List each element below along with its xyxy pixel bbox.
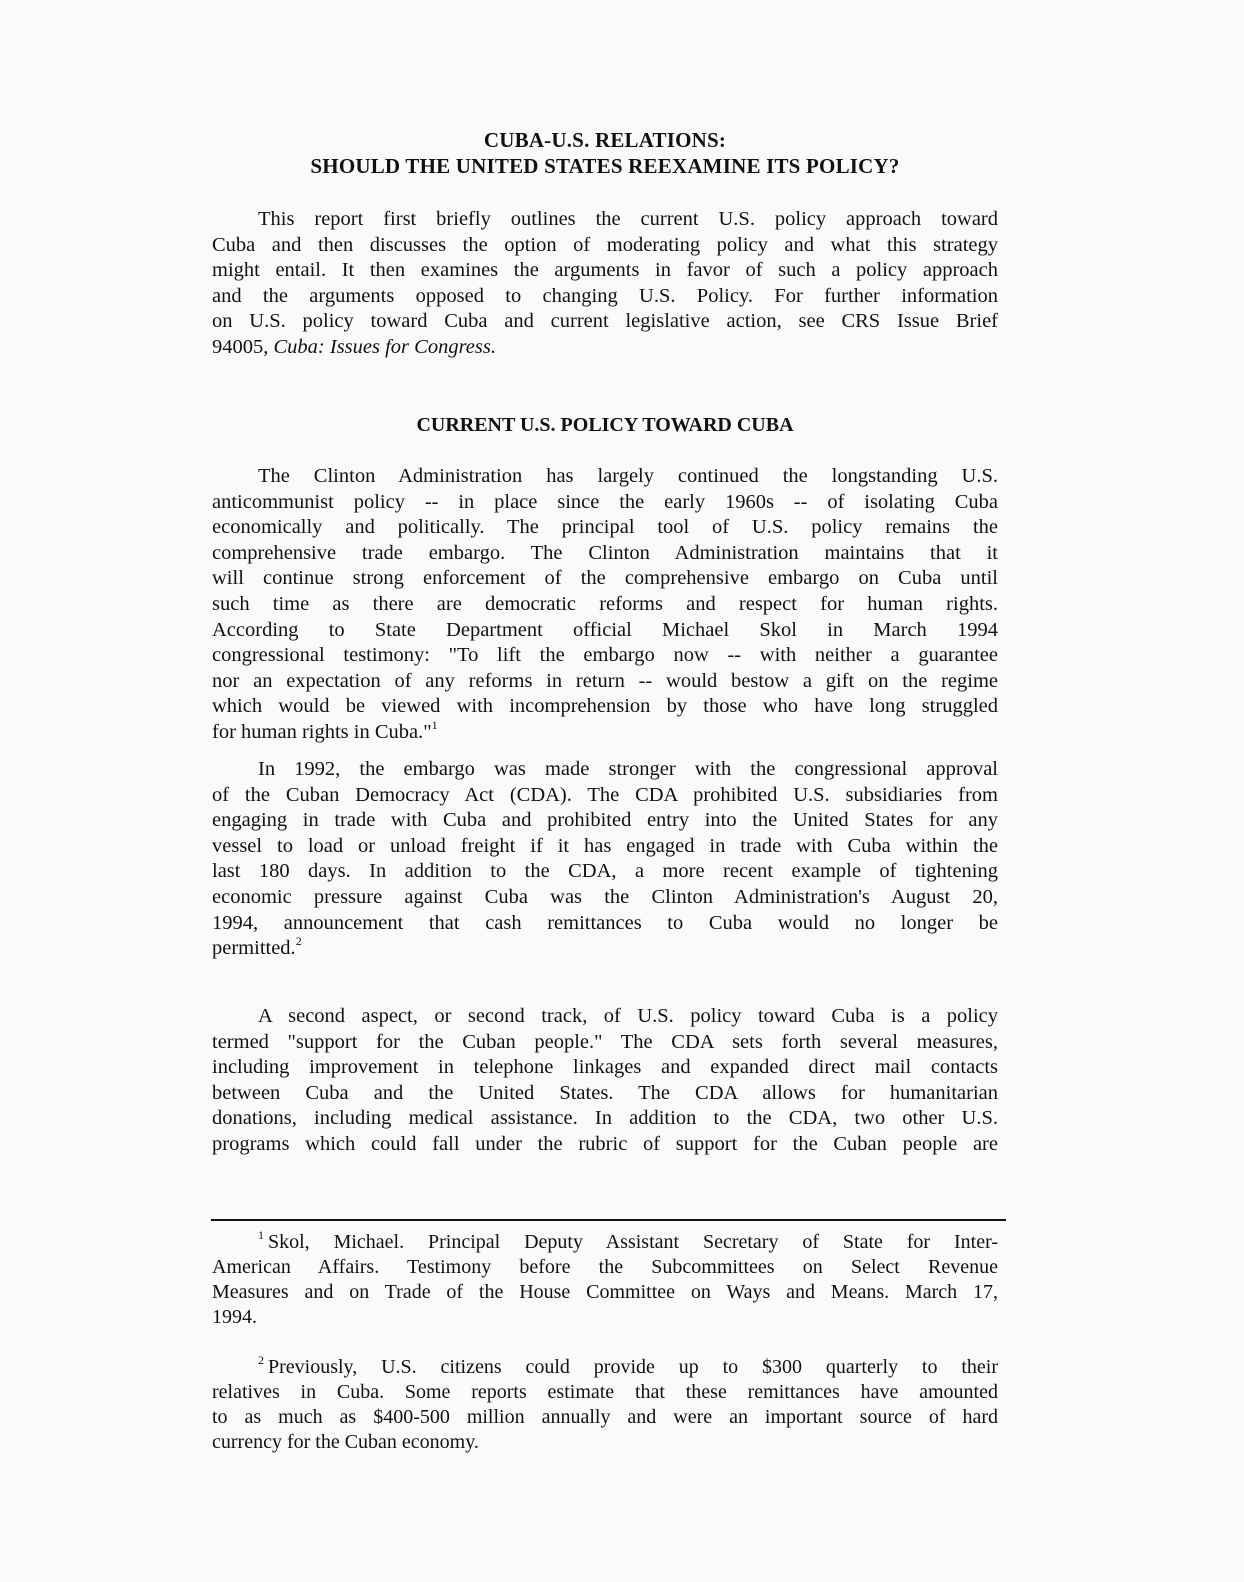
text-line: of the Cuban Democracy Act (CDA). The CDA prohibited U.S. subsidiaries from	[212, 783, 998, 806]
text-line: economically and politically. The principal tool of U.S. policy remains the	[212, 516, 998, 539]
footnote-number: 1	[258, 1228, 264, 1242]
text-line: might entail. It then examines the arguments in favor of such a policy approach	[212, 259, 998, 282]
text-line: anticommunist policy -- in place since the early 1960s -- of isolating Cuba	[212, 490, 998, 513]
text-line: economic pressure against Cuba was the Clinton Administration's August 20,	[212, 885, 998, 908]
text-line: such time as there are democratic reforms and respect for human rights.	[212, 592, 998, 615]
text-line: to as much as $400-500 million annually and were an important source of hard	[212, 1406, 998, 1428]
text-line: termed "support for the Cuban people." The CDA sets forth several measures,	[212, 1030, 998, 1053]
text-line: A second aspect, or second track, of U.S. policy toward Cuba is a policy	[258, 1005, 998, 1027]
text-line: relatives in Cuba. Some reports estimate that these remittances have amounted	[212, 1381, 998, 1403]
text-line: According to State Department official Michael Skol in March 1994	[212, 618, 998, 641]
text-line: The Clinton Administration has largely continued the longstanding U.S.	[258, 465, 998, 487]
text-line: engaging in trade with Cuba and prohibited entry into the United States for any	[212, 809, 998, 832]
text-line: between Cuba and the United States. The CDA allows for humanitarian	[212, 1081, 998, 1104]
text-line: American Affairs. Testimony before the Subcommittees on Select Revenue	[212, 1256, 998, 1278]
text-line	[212, 936, 998, 962]
text-fragment: Previously, U.S. citizens could provide up to $300 quarterly to their	[268, 1356, 998, 1378]
title-line-1: CUBA-U.S. RELATIONS:	[483, 128, 727, 152]
footnote-reference-2[interactable]: 2	[295, 934, 302, 949]
text-line: which would be viewed with incomprehension by those who have long struggled	[212, 695, 998, 718]
text-line: 1994.	[212, 1306, 257, 1328]
text-line: vessel to load or unload freight if it has engaged in trade with Cuba within the	[212, 834, 998, 857]
title-line-2: SHOULD THE UNITED STATES REEXAMINE ITS POLICY?	[310, 154, 900, 178]
text-line: donations, including medical assistance. In addition to the CDA, two other U.S.	[212, 1107, 998, 1130]
text-fragment: permitted.	[212, 937, 296, 960]
footnote-number: 2	[258, 1353, 264, 1367]
text-line	[212, 1355, 998, 1380]
footnote-separator	[211, 1219, 1006, 1221]
intro-paragraph	[212, 207, 998, 361]
text-line: nor an expectation of any reforms in return -- would bestow a gift on the regime	[212, 669, 998, 692]
paragraph-current-policy	[212, 464, 998, 746]
document-title	[212, 127, 998, 179]
section-heading: CURRENT U.S. POLICY TOWARD CUBA	[416, 414, 794, 436]
footnote-reference-1[interactable]: 1	[431, 717, 438, 732]
text-line: programs which could fall under the rubric of support for the Cuban people are	[212, 1132, 998, 1155]
text-line: last 180 days. In addition to the CDA, a more recent example of tightening	[212, 860, 998, 883]
text-line: and the arguments opposed to changing U.S. Policy. For further information	[212, 284, 998, 307]
text-line: 1994, announcement that cash remittances to Cuba would no longer be	[212, 911, 998, 934]
text-line: currency for the Cuban economy.	[212, 1431, 479, 1453]
text-line: congressional testimony: "To lift the embargo now -- with neither a guarantee	[212, 644, 998, 667]
text-line: including improvement in telephone linkages and expanded direct mail contacts	[212, 1056, 998, 1079]
text-line	[212, 717, 998, 746]
paragraph-cda	[212, 757, 998, 962]
text-line: comprehensive trade embargo. The Clinton Administration maintains that it	[212, 541, 998, 564]
text-line: will continue strong enforcement of the comprehensive embargo on Cuba until	[212, 567, 998, 590]
text-line	[212, 335, 998, 361]
text-line: This report first briefly outlines the current U.S. policy approach toward	[258, 208, 998, 230]
text-line: Measures and on Trade of the House Committee on Ways and Means. March 17,	[212, 1281, 998, 1303]
text-fragment: for human rights in Cuba."	[212, 720, 432, 743]
text-fragment: 94005,	[212, 335, 274, 358]
text-line: Cuba and then discusses the option of moderating policy and what this strategy	[212, 233, 998, 256]
paragraph-second-track	[212, 1004, 998, 1158]
footnote-2	[212, 1355, 998, 1455]
text-line	[212, 1230, 998, 1255]
text-line: In 1992, the embargo was made stronger with the congressional approval	[258, 758, 998, 780]
text-fragment: Skol, Michael. Principal Deputy Assistant Secretary of State for Inter-	[268, 1231, 998, 1253]
footnote-1	[212, 1230, 998, 1330]
issue-brief-title: Cuba: Issues for Congress.	[273, 335, 496, 358]
text-line: on U.S. policy toward Cuba and current legislative action, see CRS Issue Brief	[212, 310, 998, 333]
